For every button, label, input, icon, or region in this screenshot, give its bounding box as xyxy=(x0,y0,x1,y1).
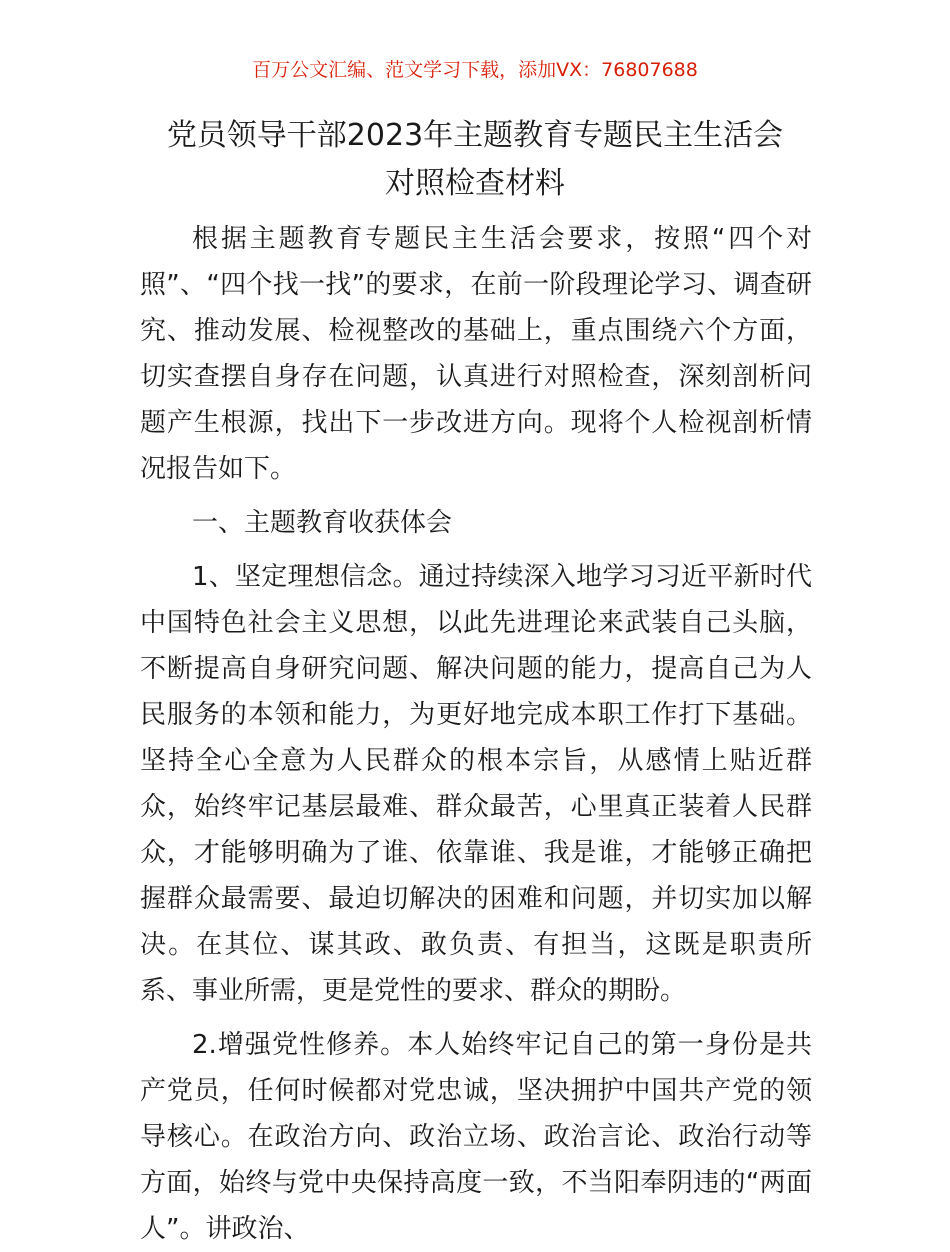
title-line-1: 党员领导干部2023年主题教育专题民主生活会 xyxy=(166,118,784,153)
point-2-paragraph: 2.增强党性修养。本人始终牢记自己的第一身份是共产党员，任何时候都对党忠诚，坚决拥护中国共产党的领导核心。在政治方向、政治立场、政治言论、政治行动等方面，始终与党中央保持高度一致，不当阳奉阴违的“两面人”。讲政治、 xyxy=(140,1030,812,1244)
point-1-paragraph: 1、坚定理想信念。通过持续深入地学习习近平新时代中国特色社会主义思想，以此先进理论来武装自己头脑，不断提高自身研究问题、解决问题的能力，提高自己为人民服务的本领和能力，为更好地完成本职工作打下基础。坚持全心全意为人民群众的根本宗旨，从感情上贴近群众，始终牢记基层最难、群众最苦，心里真正装着人民群众，才能够明确为了谁、依靠谁、我是谁，才能够正确把握群众最需要、最迫切解决的困难和问题，并切实加以解决。在其位、谋其政、敢负责、有担当，这既是职责所系、事业所需，更是党性的要求、群众的期盼。 xyxy=(140,562,812,1006)
document-title xyxy=(140,112,810,208)
section-heading: 一、主题教育收获体会 xyxy=(192,508,453,538)
watermark-banner: 百万公文汇编、范文学习下载，添加VX：76807688 xyxy=(252,59,698,81)
document-body xyxy=(140,216,812,1252)
title-line-2: 对照检查材料 xyxy=(385,166,565,201)
intro-paragraph: 根据主题教育专题民主生活会要求，按照“四个对照”、“四个找一找”的要求，在前一阶段理论学习、调查研究、推动发展、检视整改的基础上，重点围绕六个方面，切实查摆自身存在问题，认真进行对照检查，深刻剖析问题产生根源，找出下一步改进方向。现将个人检视剖析情况报告如下。 xyxy=(140,224,812,484)
